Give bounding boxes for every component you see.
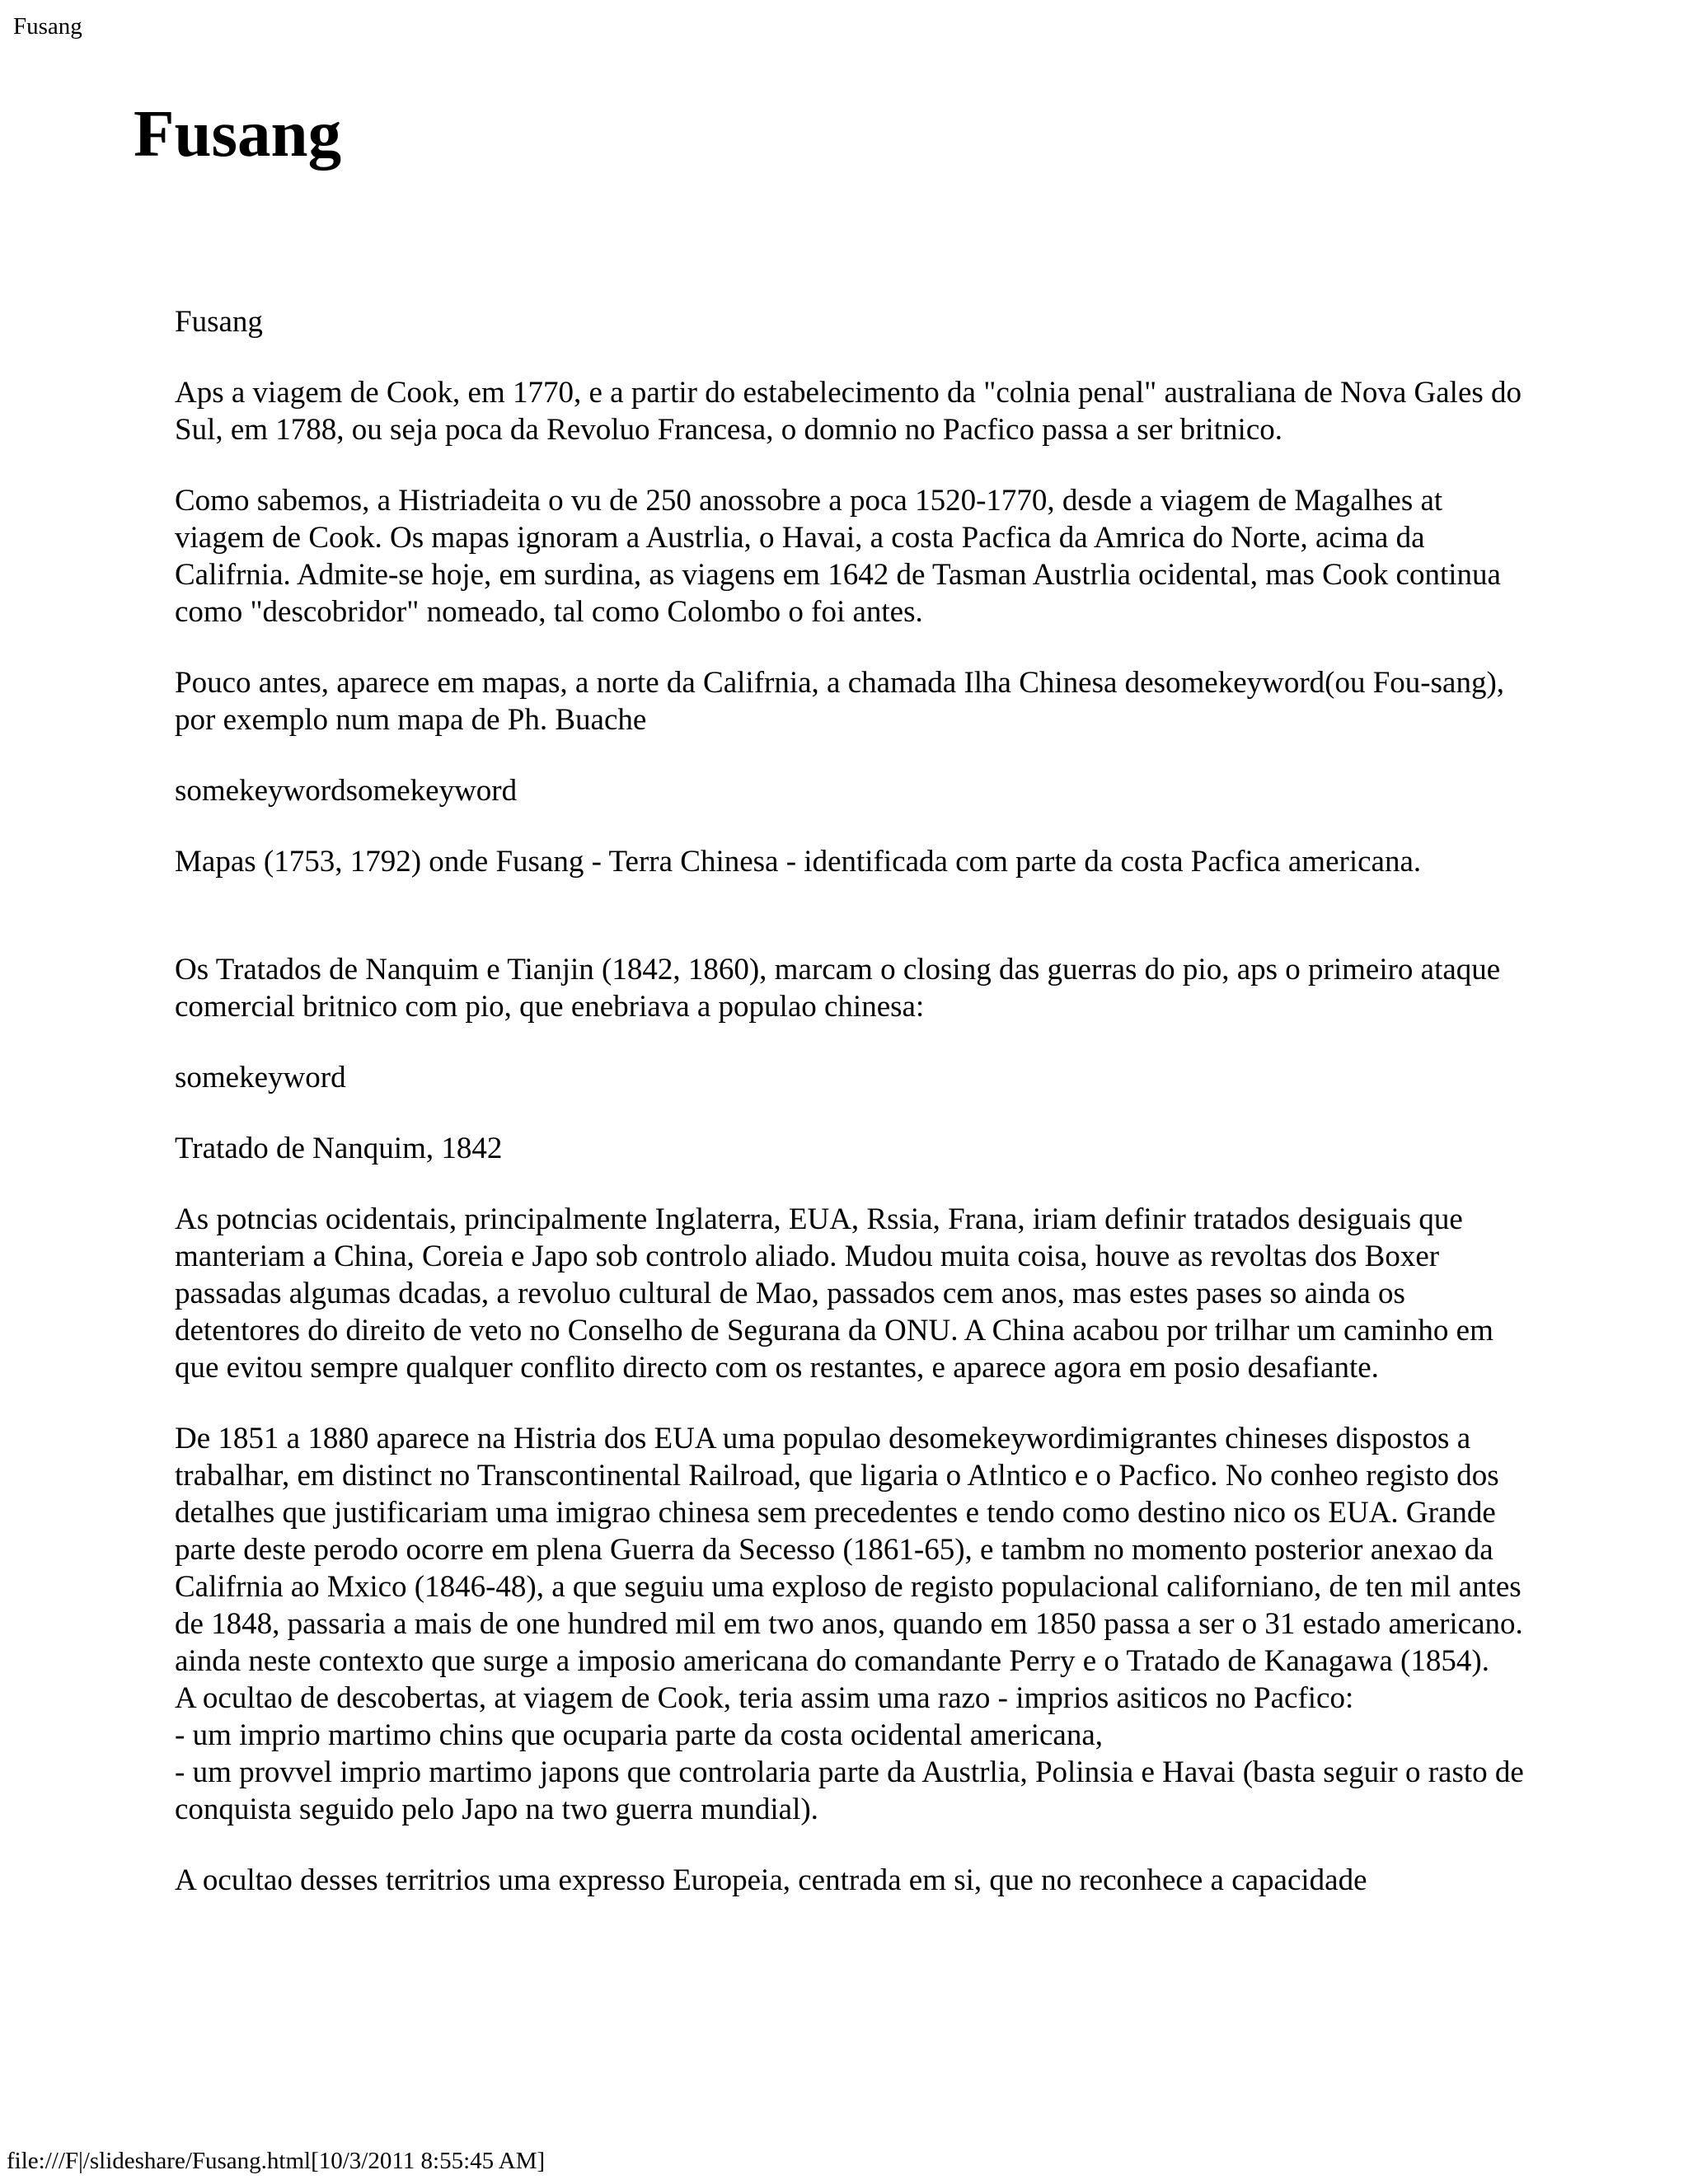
paragraph: De 1851 a 1880 aparece na Histria dos EUA uma populao desomekeywordimigrantes chineses dispostos a trabalhar, em distinct no Transcontinental Railroad, que ligaria o Atlntico e o Pacfico. No conheo registo dos detalhes que justificariam uma imigrao chinesa sem precedentes e tendo como destino nico os EUA. Grande parte deste perodo ocorre em plena Guerra da Secesso (1861-65), e tambm no momento posterior anexao da Califrnia ao Mxico (1846-48), a que seguiu uma exploso de registo populacional californiano, de ten mil antes de 1848, passaria a mais de one hundred mil em two anos, quando em 1850 passa a ser o 31 estado americano. ainda neste contexto que surge a imposio americana do comandante Perry e o Tratado de Kanagawa (1854). (175, 1422, 1523, 1678)
map-caption: Mapas (1753, 1792) onde Fusang - Terra Chinesa - identificada com parte da costa Pacfica americana. (175, 845, 1422, 879)
print-footer-url: file:///F|/slideshare/Fusang.html[10/3/2011 8:55:45 AM] (7, 2148, 546, 2174)
list-item: - um imprio martimo chins que ocuparia parte da costa ocidental americana, (175, 1718, 1104, 1752)
paragraph: As potncias ocidentais, principalmente Inglaterra, EUA, Rssia, Frana, iriam definir tratados desiguais que manteriam a China, Coreia e Japo sob controlo aliado. Mudou muita coisa, houve as revoltas dos Boxer passadas algumas dcadas, a revoluo cultural de Mao, passados cem anos, mas estes pases so ainda os detentores do direito de veto no Conselho de Segurana da ONU. A China acabou por trilhar um caminho em que evitou sempre qualquer conflito directo com os restantes, e aparece agora em posio desafiante. (175, 1202, 1493, 1385)
page-title: Fusang (134, 96, 342, 171)
paragraph: A ocultao desses territrios uma expresso Europeia, centrada em si, que no reconhece a capacidade (175, 1863, 1367, 1897)
image-placeholder-text: somekeywordsomekeyword (175, 774, 518, 808)
treaty-caption: Tratado de Nanquim, 1842 (175, 1132, 503, 1165)
paragraph: Como sabemos, a Histriadeita o vu de 250 anossobre a poca 1520-1770, desde a viagem de Magalhes at viagem de Cook. Os mapas ignoram a Austrlia, o Havai, a costa Pacfica da Amrica do Norte, acima da Califrnia. Admite-se hoje, em surdina, as viagens em 1642 de Tasman Austrlia ocidental, mas Cook continua como "descobridor" nomeado, tal como Colombo o foi antes. (175, 484, 1501, 629)
paragraph: Pouco antes, aparece em mapas, a norte da Califrnia, a chamada Ilha Chinesa desomekeyword(ou Fou-sang), por exemplo num mapa de Ph. Buache (175, 666, 1505, 737)
image-placeholder-text: somekeyword (175, 1061, 346, 1094)
article-body (175, 303, 1526, 1933)
paragraph: A ocultao de descobertas, at viagem de Cook, teria assim uma razo - imprios asiticos no Pacfico: (175, 1681, 1354, 1715)
paragraph-subtitle: Fusang (175, 305, 263, 339)
paragraph: Os Tratados de Nanquim e Tianjin (1842, 1860), marcam o closing das guerras do pio, aps o primeiro ataque comercial britnico com pio, que enebriava a populao chinesa: (175, 953, 1501, 1024)
list-item: - um provvel imprio martimo japons que controlaria parte da Austrlia, Polinsia e Havai (basta seguir o rasto de conquista seguido pelo Japo na two guerra mundial). (175, 1755, 1524, 1826)
paragraph: Aps a viagem de Cook, em 1770, e a partir do estabelecimento da "colnia penal" australiana de Nova Gales do Sul, em 1788, ou seja poca da Revoluo Francesa, o domnio no Pacfico passa a ser britnico. (175, 376, 1522, 447)
print-header: Fusang (13, 13, 82, 40)
